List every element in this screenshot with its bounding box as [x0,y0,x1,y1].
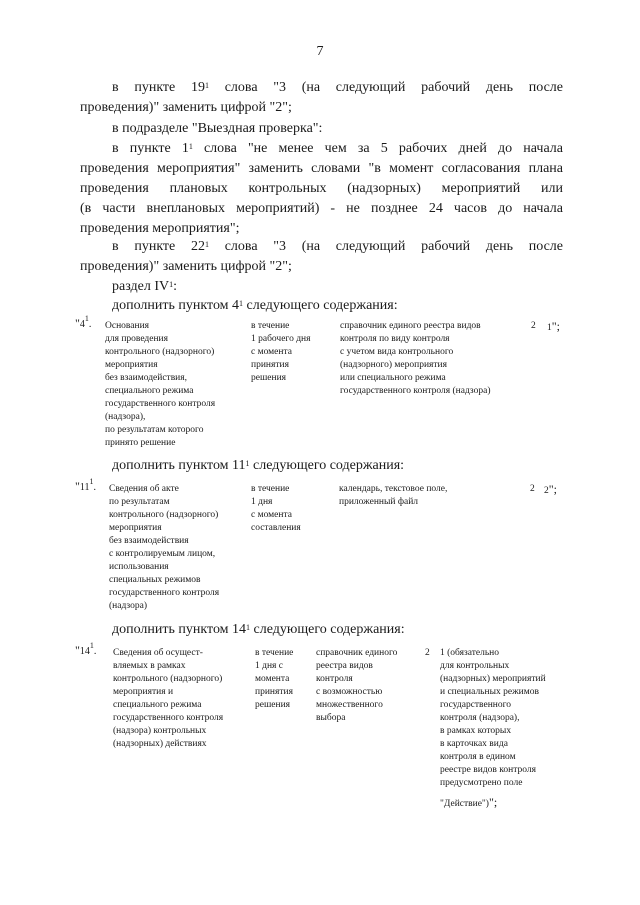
paragraph-2: в подразделе "Выездная проверка": [112,121,323,136]
cell-obligation: 1 (обязательно для контрольных (надзорных) мероприятий и специальных режимов государственного контроля (надзора), в рамках которых в карточках вида контроля в едином реестре видов контроля предусмотрено поле [440,648,546,788]
row-number: "$14^1$. [75,641,97,657]
paragraph-8: дополнить пунктом $14^1$ следующего содержания: [112,622,405,637]
paragraph-5: раздел $IV^1$: [112,279,177,294]
cell-name: Сведения об осущест- вляемых в рамках контрольного (надзорного) мероприятия и специального режима государственного контроля (надзора) контрольных (надзорных) действиях [113,648,224,749]
paragraph-3-line-4: (в части внеплановых мероприятий) - не позднее 24 часов до начала [80,201,563,216]
cell-category: 2 [425,648,430,658]
paragraph-1-line-2: проведения)" заменить цифрой "2"; [80,100,292,115]
paragraph-6: дополнить пунктом $4^1$ следующего содержания: [112,298,398,313]
cell-obligation: 2"; [544,482,557,496]
paragraph-7: дополнить пунктом $11^1$ следующего содержания: [112,458,405,473]
table-row-4-1 [75,316,575,446]
paragraph-3-line-1: в пункте $1^1$ слова "не менее чем за 5 рабочих дней до начала [112,141,563,156]
cell-format: справочник единого реестра видов контроля по виду контроля с учетом вида контрольного (надзорного) мероприятия или специального режима государственного контроля (надзора) [340,321,491,396]
paragraph-1-line-1: в пункте $19^1$ слова "3 (на следующий рабочий день после [112,80,564,95]
cell-name: Основания для проведения контрольного (надзорного) мероприятия без взаимодействия, специального режима государственного контроля (надзора), по результатам которого принято решение [105,321,216,448]
paragraph-4-line-1: в пункте $22^1$ слова "3 (на следующий рабочий день после [112,239,564,254]
paragraph-3-line-5: проведения мероприятия"; [80,221,240,236]
row-number: "$11^1$. [75,477,97,493]
cell-deadline: в течение 1 дня с момента составления [251,484,301,533]
cell-obligation-last-line: "Действие")"; [440,795,498,809]
cell-deadline: в течение 1 рабочего дня с момента принятия решения [251,321,311,383]
cell-format: справочник единого реестра видов контроля с возможностью множественного выбора [316,648,398,723]
cell-category: 2 [530,484,535,494]
cell-category: 2 [531,321,536,331]
row-number: "$4^1$. [75,314,92,330]
cell-format: календарь, текстовое поле, приложенный файл [339,484,448,507]
paragraph-4-line-2: проведения)" заменить цифрой "2"; [80,259,292,274]
page-number: 7 [316,44,324,59]
table-row-14-1 [75,643,575,823]
cell-deadline: в течение 1 дня с момента принятия решения [255,648,294,710]
cell-name: Сведения об акте по результатам контрольного (надзорного) мероприятия без взаимодействия с контролируемым лицом, использования специальных режимов государственного контроля (надзора) [109,484,220,611]
table-row-11-1 [75,479,575,614]
cell-obligation: 1"; [547,319,560,333]
paragraph-3-line-2: проведения мероприятия" заменить словами "в момент согласования плана [80,161,563,176]
paragraph-3-line-3: проведения плановых контрольных (надзорных) мероприятий или [80,181,563,196]
